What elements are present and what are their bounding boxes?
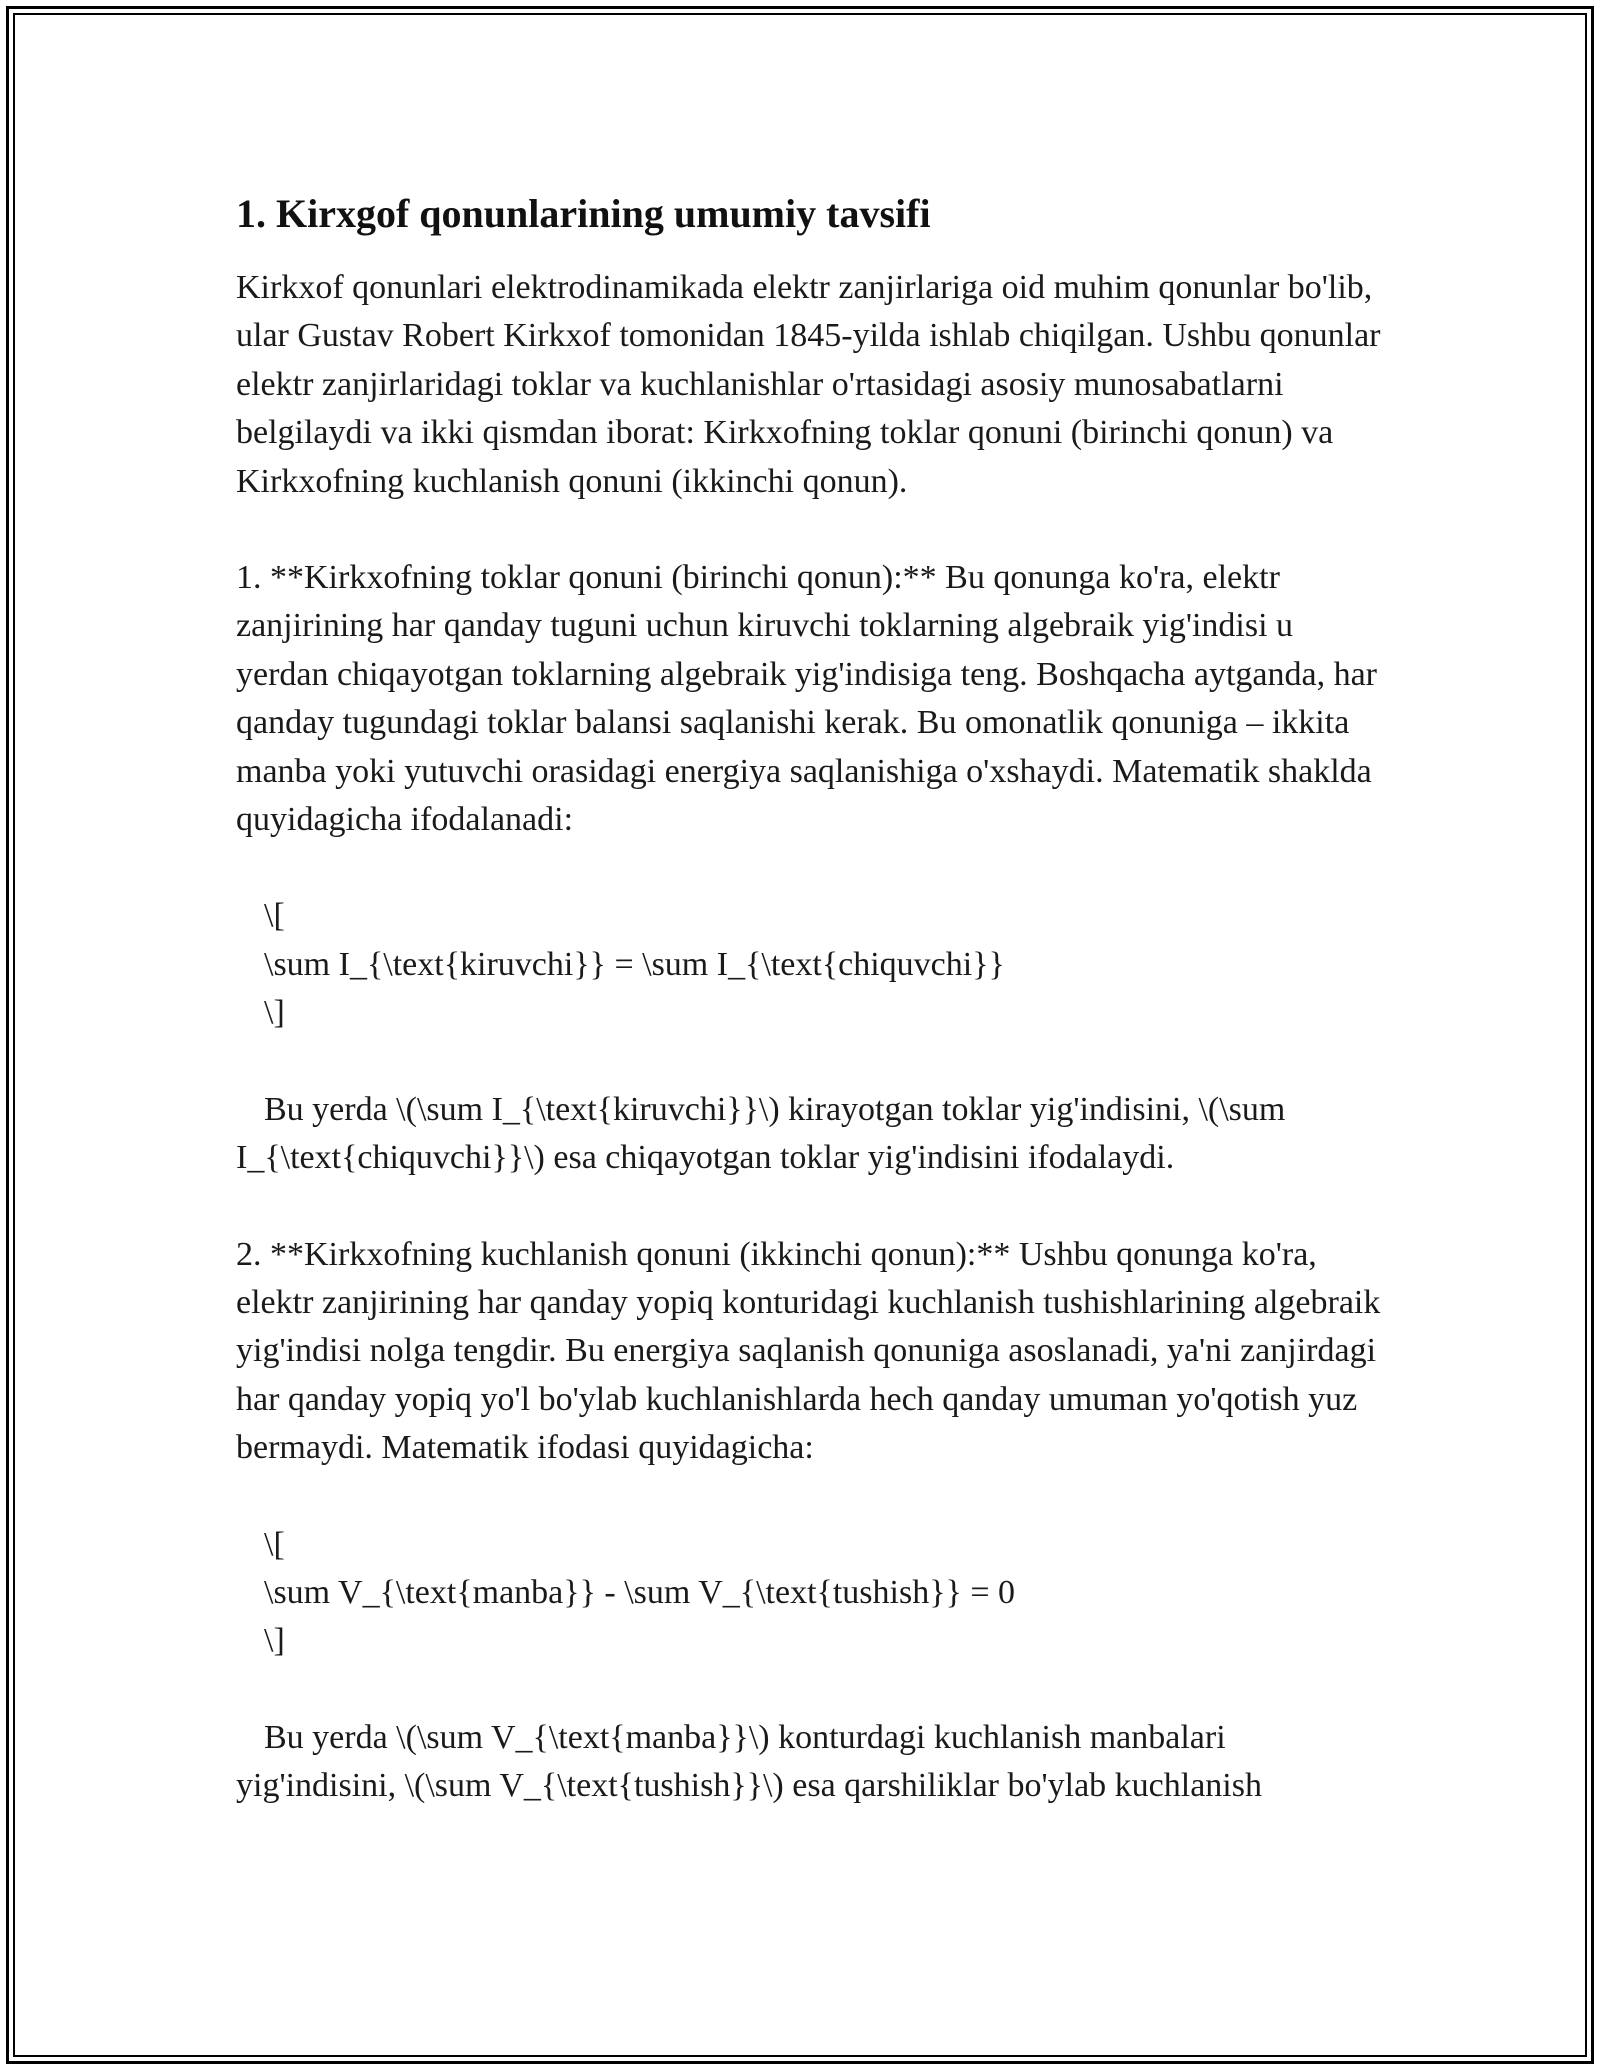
paragraph-gap <box>236 844 1386 892</box>
law2-formula-block <box>236 1521 1386 1666</box>
formula-close: \] <box>264 994 285 1032</box>
section-heading: 1. Kirxgof qonunlarining umumiy tavsifi <box>236 191 931 236</box>
paragraph-gap <box>236 1183 1386 1231</box>
formula-close: \] <box>264 1622 285 1660</box>
law2-explanation: Bu yerda \(\sum V_{\text{manba}}\) konturdagi kuchlanish manbalari yig'indisini, \(\sum V_{\text{tushish}}\) esa qarshiliklar bo'ylab kuchlanish <box>236 1718 1262 1805</box>
law1-formula: \sum I_{\text{kiruvchi}} = \sum I_{\text{chiquvchi}} <box>264 945 1005 983</box>
law2-paragraph: 2. **Kirkxofning kuchlanish qonuni (ikkinchi qonun):** Ushbu qonunga ko'ra, elektr zanjirining har qanday yopiq konturidagi kuchlanish tushishlarining algebraik yig'indisi nolga tengdir. Bu energiya saqlanish qonuniga asoslanadi, ya'ni zanjirdagi har qanday yopiq yo'l bo'ylab kuchlanishlarda hech qanday umuman yo'qotish yuz bermaydi. Matematik ifodasi quyidagicha: <box>236 1235 1389 1467</box>
paragraph-gap <box>236 1038 1386 1086</box>
law1-explanation: Bu yerda \(\sum I_{\text{kiruvchi}}\) kirayotgan toklar yig'indisini, \(\sum I_{\text{chiquvchi}}\) esa chiqayotgan toklar yig'indisini ifodalaydi. <box>236 1090 1294 1177</box>
paragraph-gap <box>236 1473 1386 1521</box>
paragraph-gap <box>236 506 1386 554</box>
law1-formula-block <box>236 892 1386 1037</box>
formula-open: \[ <box>264 1525 285 1563</box>
paragraph-gap <box>236 1666 1386 1714</box>
law2-formula: \sum V_{\text{manba}} - \sum V_{\text{tushish}} = 0 <box>264 1573 1016 1611</box>
intro-paragraph: Kirkxof qonunlari elektrodinamikada elektr zanjirlariga oid muhim qonunlar bo'lib, ular Gustav Robert Kirkxof tomonidan 1845-yilda ishlab chiqilgan. Ushbu qonunlar elektr zanjirlaridagi toklar va kuchlanishlar o'rtasidagi asosiy munosabatlarni belgilaydi va ikki qismdan iborat: Kirkxofning toklar qonuni (birinchi qonun) va Kirkxofning kuchlanish qonuni (ikkinchi qonun). <box>236 269 1389 500</box>
document-content <box>236 186 1389 1811</box>
formula-open: \[ <box>264 897 285 935</box>
law1-paragraph: 1. **Kirkxofning toklar qonuni (birinchi qonun):** Bu qonunga ko'ra, elektr zanjirining har qanday tuguni uchun kiruvchi toklarning algebraik yig'indisi u yerdan chiqayotgan toklarning algebraik yig'indisiga teng. Boshqacha aytganda, har qanday tugundagi toklar balansi saqlanishi kerak. Bu omonatlik qonuniga – ikkita manba yoki yutuvchi orasidagi energiya saqlanishiga o'xshaydi. Matematik shaklda quyidagicha ifodalanadi: <box>236 559 1386 839</box>
